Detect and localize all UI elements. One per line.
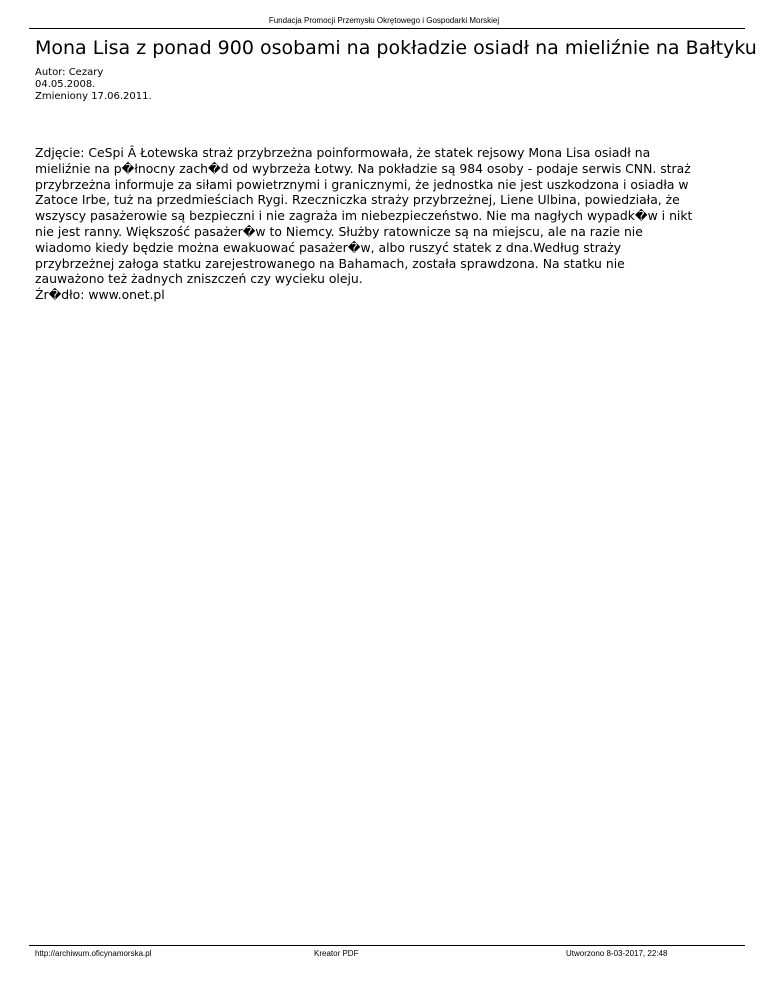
footer-generator: Kreator PDF <box>314 949 359 958</box>
body-line: przybrzeżnej załoga statku zarejestrowanego na Bahamach, została sprawdzona. Na statku nie <box>35 255 625 271</box>
article-meta <box>35 67 152 103</box>
body-line: zauważono też żadnych zniszczeń czy wycieku oleju. <box>35 271 363 287</box>
body-line: przybrzeżna informuje za siłami powietrznymi i granicznymi, że jednostka nie jest uszkodzona i osiadła w <box>35 176 689 192</box>
footer-created-date: Utworzono 8-03-2017, 22:48 <box>566 949 668 958</box>
article-body <box>35 145 735 303</box>
body-line: wszyscy pasażerowie są bezpieczni i nie zagraża im niebezpieczeństwo. Nie ma nagłych wypadk�w i nikt <box>35 208 693 224</box>
footer-divider <box>29 945 745 946</box>
body-line: wiadomo kiedy będzie można ewakuować pasażer�w, albo ruszyć statek z dna.Według straży <box>35 239 622 255</box>
source-line: Źr�dło: www.onet.pl <box>35 287 165 303</box>
body-line: Zdjęcie: CeSpi Â Łotewska straż przybrzeżna poinformowała, że statek rejsowy Mona Lisa osiadł na <box>35 145 651 160</box>
body-line: nie jest ranny. Większość pasażer�w to Niemcy. Służby ratownicze są na miejscu, ale na razie nie <box>35 223 643 239</box>
page-header: Fundacja Promocji Przemysłu Okrętowego i Gospodarki Morskiej <box>268 16 500 25</box>
article-title: Mona Lisa z ponad 900 osobami na pokładzie osiadł na mieliźnie na Bałtyku <box>35 37 757 59</box>
article-modified-date: Zmieniony 17.06.2011. <box>35 91 152 102</box>
header-divider <box>29 28 745 29</box>
footer-url: http://archiwum.oficynamorska.pl <box>35 949 152 958</box>
body-line: mieliźnie na p�łnocny zach�d od wybrzeża Łotwy. Na pokładzie są 984 osoby - podaje serwis CNN. straż <box>35 160 691 176</box>
body-line: Zatoce Irbe, tuż na przedmieściach Rygi. Rzeczniczka straży przybrzeżnej, Liene Ulbina, powiedziała, że <box>35 192 680 208</box>
article-date: 04.05.2008. <box>35 79 96 90</box>
article-author: Autor: Cezary <box>35 67 104 78</box>
